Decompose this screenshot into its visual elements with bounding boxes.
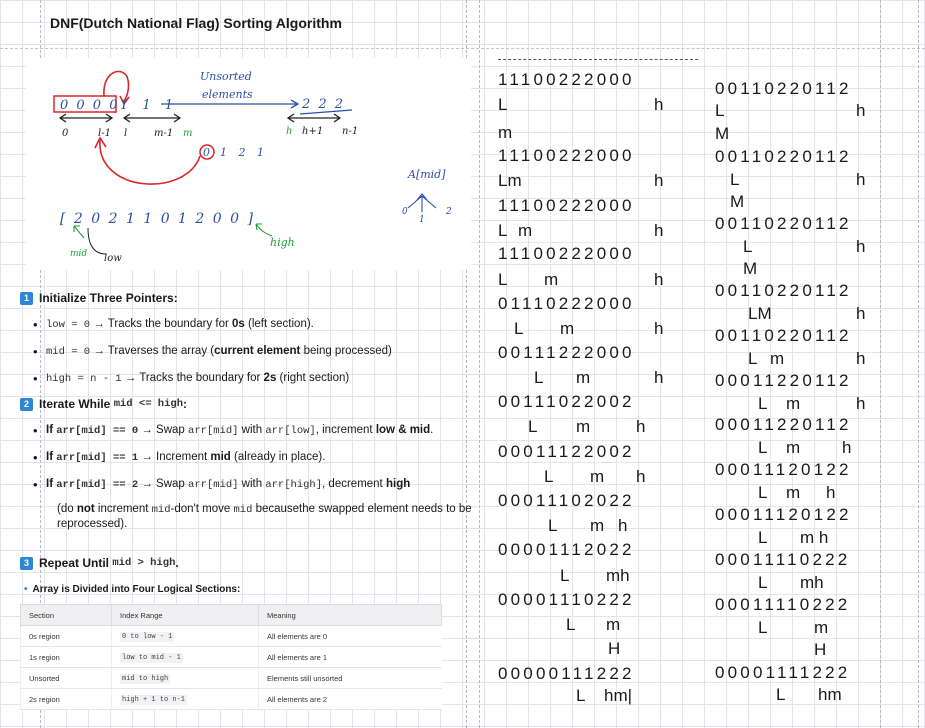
table-cell: All elements are 1 (259, 647, 442, 668)
low-marker: L (576, 686, 586, 705)
page-title: DNF(Dutch National Flag) Sorting Algorithm (50, 15, 342, 31)
low-marker: L (715, 101, 725, 120)
step-2-heading: 2 Iterate While mid <= high : (20, 397, 187, 411)
reprocess-note: (do not increment mid-don't move mid becausethe swapped element needs to be reprocessed). (57, 503, 472, 530)
svg-text:2: 2 (446, 207, 452, 217)
top-array-ones: 1 1 1 (120, 98, 179, 113)
trace-array: 00011220112 (715, 415, 852, 434)
high-marker: h (618, 516, 628, 535)
bullet-mid: • mid = 0 → Traverses the array (current element being processed) (46, 345, 392, 358)
trace-array: 00000111222 (498, 664, 635, 683)
bullet-low: • low = 0 → Tracks the boundary for 0s (left section). (46, 318, 314, 331)
mid-marker: m (814, 618, 829, 637)
low-marker: L (758, 483, 768, 502)
low-marker: L (498, 221, 508, 240)
low-mid-marker: LM (748, 304, 772, 323)
trace-array: 00001110222 (498, 590, 635, 609)
low-marker: L (566, 615, 576, 634)
trace-array: 11100222000 (498, 244, 635, 263)
unsorted-label: Unsorted (200, 70, 252, 83)
table-cell: 0 to low - 1 (112, 626, 259, 647)
low-marker: L (758, 573, 768, 592)
bullet-case-0: • If arr[mid] == 0 → Swap arr[mid] with arr[low], increment low & mid. (46, 424, 433, 437)
mid-marker: m (590, 516, 605, 535)
table-row (21, 689, 442, 710)
bullet-case-2: • If arr[mid] == 2 → Swap arr[mid] with arr[high], decrement high (46, 478, 410, 491)
table-cell: 0s region (21, 626, 112, 647)
svg-text:0: 0 (203, 146, 210, 159)
trace-array: 00001111222 (715, 663, 851, 682)
idx-h: h (286, 126, 293, 137)
low-marker: L (560, 566, 570, 585)
high-marker: h (654, 270, 664, 289)
table-row (21, 647, 442, 668)
mid-marker: M (715, 124, 730, 143)
mid-marker: m (544, 270, 559, 289)
table-cell: low to mid - 1 (112, 647, 259, 668)
bullet-case-1: • If arr[mid] == 1 → Increment mid (already in place). (46, 451, 325, 464)
table-cell: mid to high (112, 668, 259, 689)
table-row (21, 626, 442, 647)
low-label: low (104, 253, 122, 264)
high-marker: h (654, 368, 664, 387)
table-cell: high + 1 to n-1 (112, 689, 259, 710)
idx-l-1: l-1 (98, 128, 111, 139)
guide-line (918, 0, 919, 728)
trace-array: 11100222000 (498, 146, 635, 165)
handwritten-sketch (26, 58, 471, 270)
high-marker: h (856, 101, 866, 120)
trace-array: 00110220112 (715, 214, 852, 233)
mid-marker: M (730, 192, 745, 211)
svg-text:0: 0 (402, 207, 408, 217)
high-marker: h (856, 349, 866, 368)
high-marker: h (842, 438, 852, 457)
low-marker: L (743, 237, 753, 256)
circled-rest: 1 2 1 (220, 146, 268, 159)
table-header: Index Range (112, 605, 259, 626)
step-1-heading: 1 Initialize Three Pointers: (20, 291, 178, 305)
low-marker: L (748, 349, 758, 368)
high-mid-marker: hm (818, 685, 842, 704)
table-cell: 1s region (21, 647, 112, 668)
trace-array: 00011120122 (715, 460, 852, 479)
low-marker: L (730, 170, 740, 189)
mid-marker: m (560, 319, 575, 338)
low-marker: L (758, 528, 768, 547)
high-marker: h (826, 483, 836, 502)
separator-line (498, 59, 698, 60)
mid-marker: m (786, 438, 801, 457)
mid-marker: M (743, 259, 758, 278)
guide-line (0, 48, 925, 49)
trace-array: 00011102022 (498, 491, 635, 510)
sections-title: • Array is Divided into Four Logical Sections: (24, 584, 240, 595)
idx-l: l (124, 128, 128, 139)
step-badge: 3 (20, 557, 33, 570)
amid-label: A[mid] (408, 168, 446, 181)
table-header: Meaning (259, 605, 442, 626)
high-marker: h (636, 467, 646, 486)
high-marker: h (856, 237, 866, 256)
low-mid-marker: Lm (498, 171, 522, 190)
low-marker: L (528, 417, 538, 436)
trace-array: 11100222000 (498, 70, 635, 89)
mid-marker: m (590, 467, 605, 486)
mid-high-marker: mh (800, 573, 824, 592)
idx-m: m (183, 128, 193, 139)
high-marker: h (654, 221, 664, 240)
table-cell: Unsorted (21, 668, 112, 689)
trace-array: 00111222000 (498, 343, 635, 362)
low-marker: L (548, 516, 558, 535)
trace-array: 00110220112 (715, 281, 852, 300)
mid-high-marker: mh (606, 566, 630, 585)
sections-table (20, 604, 442, 710)
trace-array: 00011110222 (715, 595, 851, 614)
table-header-row (21, 605, 442, 626)
low-marker: L (498, 95, 508, 114)
mid-label: mid (70, 249, 88, 259)
trace-array: 00011122002 (498, 442, 635, 461)
trace-array: 00110220112 (715, 79, 852, 98)
low-marker: L (758, 438, 768, 457)
mid-marker: m (786, 394, 801, 413)
high-marker: h (654, 95, 664, 114)
low-marker: L (544, 467, 554, 486)
trace-array: 01110222000 (498, 294, 635, 313)
high-marker: h (654, 171, 664, 190)
table-header: Section (21, 605, 112, 626)
svg-text:1: 1 (419, 215, 425, 225)
table-cell: 2s region (21, 689, 112, 710)
guide-line (479, 0, 480, 728)
high-label: high (270, 236, 295, 249)
low-marker: L (514, 319, 524, 338)
idx-h-plus-1: h+1 (302, 126, 324, 137)
idx-0: 0 (62, 128, 69, 139)
table-row (21, 668, 442, 689)
elements-label: elements (202, 88, 253, 101)
trace-array: 00110220112 (715, 326, 852, 345)
high-marker: h (636, 417, 646, 436)
table-cell: All elements are 0 (259, 626, 442, 647)
step-3-heading: 3 Repeat Until mid > high . (20, 556, 179, 570)
high-marker: H (608, 639, 621, 658)
table-cell: All elements are 2 (259, 689, 442, 710)
trace-array: 00011120122 (715, 505, 852, 524)
guide-line (880, 0, 881, 728)
high-marker: h (856, 394, 866, 413)
mid-marker: m (576, 368, 591, 387)
trace-array: 00011220112 (715, 371, 852, 390)
trace-array: 11100222000 (498, 196, 635, 215)
idx-m-1: m-1 (154, 128, 174, 139)
bullet-high: • high = n - 1 → Tracks the boundary for 2s (right section) (46, 372, 349, 385)
mid-marker: m (518, 221, 533, 240)
high-marker: H (814, 640, 827, 659)
mid-marker: m (498, 123, 513, 142)
low-marker: L (776, 685, 786, 704)
sketch-drawing (26, 58, 471, 270)
high-mid-marker: hm| (604, 686, 633, 705)
idx-n-1: n-1 (342, 126, 359, 137)
high-marker: h (856, 304, 866, 323)
step-badge: 2 (20, 398, 33, 411)
swap-arrow (100, 140, 200, 184)
top-array-zeros: 0 0 0 0 (60, 98, 120, 113)
trace-array: 00111022002 (498, 392, 635, 411)
mid-marker: m (576, 417, 591, 436)
example-array: [ 2 0 2 1 1 0 1 2 0 0 ] (60, 211, 255, 227)
trace-array: 00001112022 (498, 540, 635, 559)
high-marker: h (856, 170, 866, 189)
mid-marker: m (606, 615, 621, 634)
trace-array: 00011110222 (715, 550, 851, 569)
trace-array: 00110220112 (715, 147, 852, 166)
low-marker: L (758, 618, 768, 637)
step-badge: 1 (20, 292, 33, 305)
mid-marker: m (770, 349, 785, 368)
mid-marker: m (786, 483, 801, 502)
low-marker: L (758, 394, 768, 413)
low-marker: L (498, 270, 508, 289)
top-array-twos: 2 2 2 (302, 97, 346, 112)
high-marker: h (654, 319, 664, 338)
mid-high-marker: m h (800, 528, 829, 547)
low-marker: L (534, 368, 544, 387)
table-cell: Elements still unsorted (259, 668, 442, 689)
